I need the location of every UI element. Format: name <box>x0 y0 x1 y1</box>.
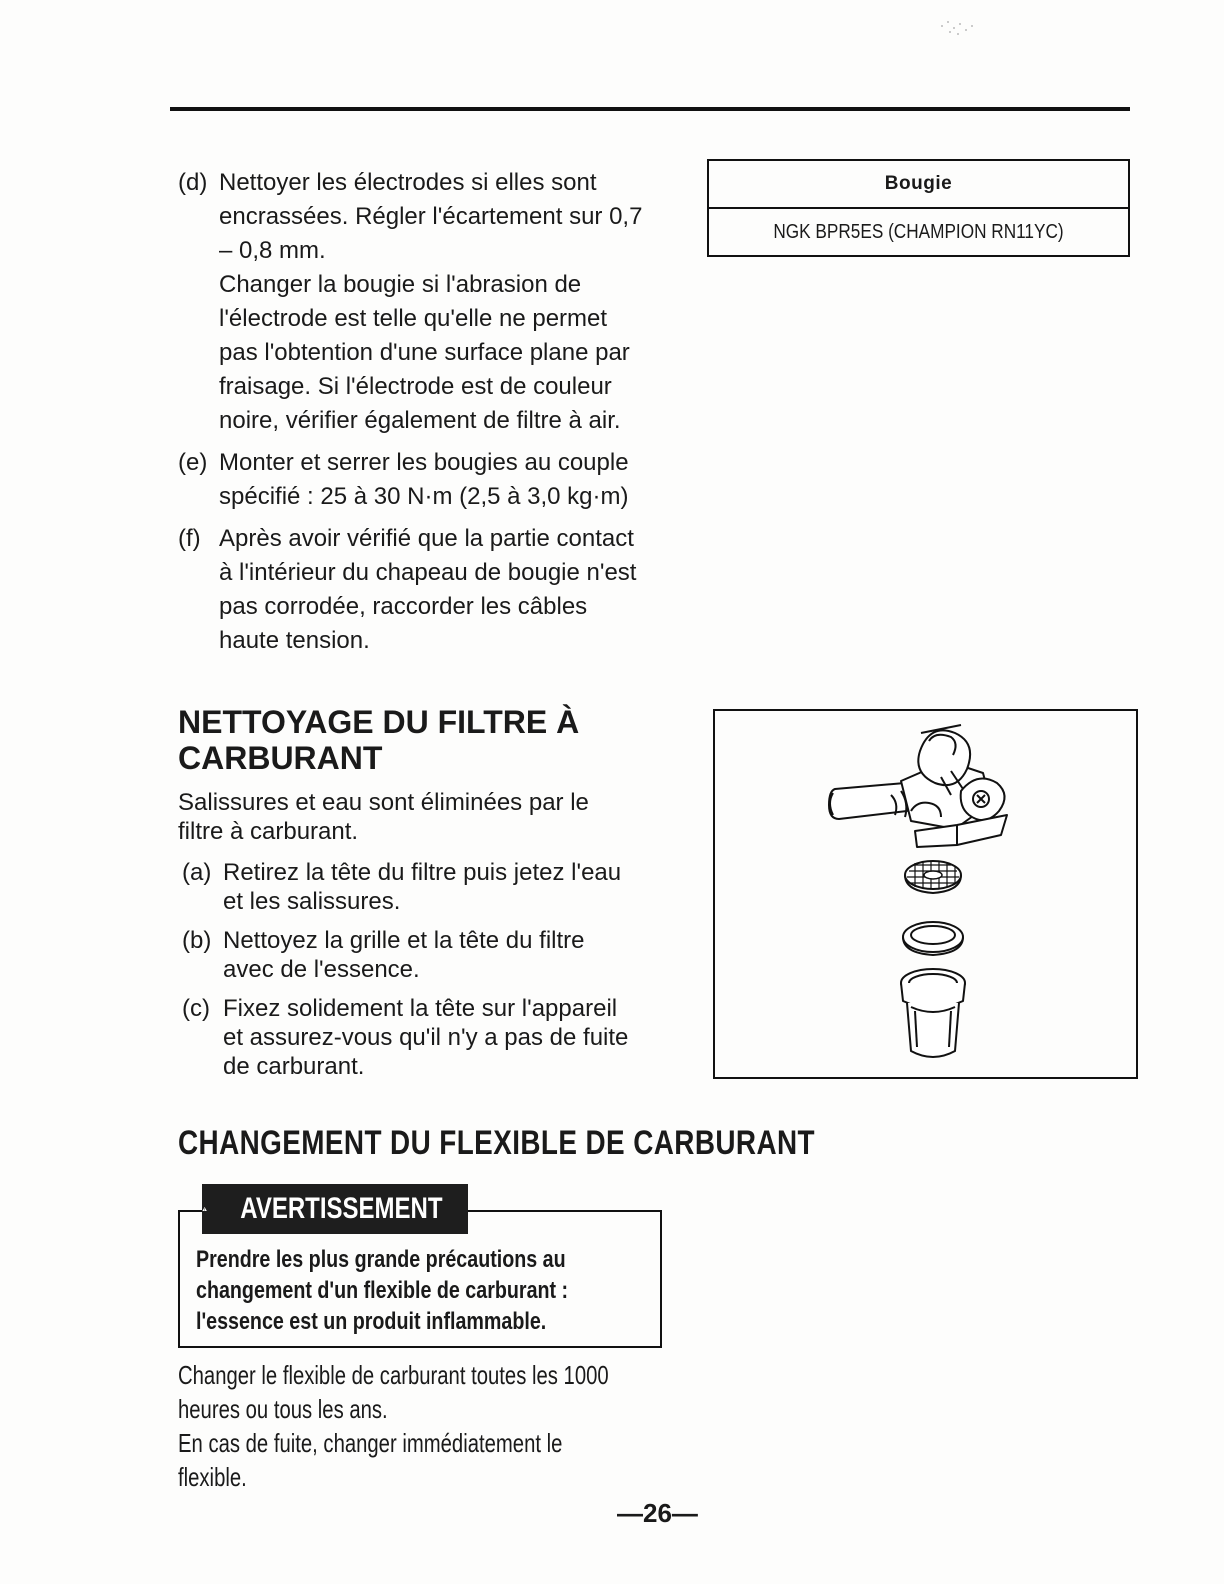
filter-cup-icon <box>901 969 965 1057</box>
fuel-filter-illustration <box>713 709 1138 1079</box>
step-mark: (a) <box>182 859 212 886</box>
step-line: Changer la bougie si l'abrasion de <box>219 271 582 298</box>
paragraph-line: heures ou tous les ans. <box>178 1394 388 1424</box>
warning-text <box>196 1244 568 1337</box>
fuel-hose-paragraph-2 <box>178 1426 562 1494</box>
step-line: encrassées. Régler l'écartement sur 0,7 <box>219 203 643 230</box>
spark-plug-table-value: NGK BPR5ES (CHAMPION RN11YC) <box>737 208 1099 256</box>
paragraph-line: Changer le flexible de carburant toutes les 1000 <box>178 1360 609 1390</box>
step-mark: (e) <box>178 449 208 476</box>
intro-line: Salissures et eau sont éliminées par le <box>178 789 589 816</box>
step-line: fraisage. Si l'électrode est de couleur <box>219 373 612 400</box>
filter-step-a <box>182 858 682 916</box>
step-mark: (c) <box>182 995 210 1022</box>
step-line: pas corrodée, raccorder les câbles <box>219 593 588 620</box>
fuel-filter-intro <box>178 788 678 846</box>
fuel-filter-steps <box>182 858 682 1091</box>
step-line: Retirez la tête du filtre puis jetez l'eau <box>223 859 622 886</box>
filter-step-b <box>182 926 682 984</box>
step-line: Après avoir vérifié que la partie contact <box>219 525 634 552</box>
intro-line: filtre à carburant. <box>178 818 359 845</box>
fuel-filter-heading <box>178 704 698 776</box>
step-line: l'électrode est telle qu'elle ne permet <box>219 305 608 332</box>
o-ring-icon <box>903 922 963 955</box>
page-number: —26— <box>617 1498 698 1528</box>
paragraph-line: En cas de fuite, changer immédiatement le <box>178 1428 563 1458</box>
fuel-hose-heading: CHANGEMENT DU FLEXIBLE DE CARBURANT <box>178 1124 815 1162</box>
header-rule <box>170 107 1130 111</box>
step-line: Fixez solidement la tête sur l'appareil <box>223 995 618 1022</box>
paragraph-line: flexible. <box>178 1462 247 1492</box>
step-mark: (d) <box>178 169 208 196</box>
warning-triangle-icon <box>202 1196 207 1222</box>
fuel-hose-paragraph-1 <box>178 1358 609 1426</box>
spark-plug-table <box>707 159 1130 257</box>
step-line: à l'intérieur du chapeau de bougie n'est <box>219 559 637 586</box>
warning-line: l'essence est un produit inflammable. <box>196 1308 547 1335</box>
step-d <box>178 166 678 438</box>
step-e <box>178 446 678 514</box>
step-line: pas l'obtention d'une surface plane par <box>219 339 630 366</box>
step-f <box>178 522 678 658</box>
step-mark: (b) <box>182 927 212 954</box>
step-line: – 0,8 mm. <box>219 237 326 264</box>
step-line: spécifié : 25 à 30 N·m (2,5 à 3,0 kg·m) <box>219 483 629 510</box>
fuel-cock-icon <box>829 725 1007 847</box>
step-mark: (f) <box>178 525 201 552</box>
scan-specks <box>930 14 990 44</box>
heading-line: CARBURANT <box>178 740 383 776</box>
step-line: et les salissures. <box>223 888 401 915</box>
warning-line: Prendre les plus grande précautions au <box>196 1246 566 1273</box>
step-line: noire, vérifier également de filtre à air. <box>219 407 621 434</box>
step-line: Monter et serrer les bougies au couple <box>219 449 629 476</box>
filter-step-c <box>182 994 682 1081</box>
spark-plug-steps <box>178 166 678 666</box>
step-line: Nettoyez la grille et la tête du filtre <box>223 927 585 954</box>
step-line: haute tension. <box>219 627 370 654</box>
step-line: avec de l'essence. <box>223 956 420 983</box>
spark-plug-table-header: Bougie <box>708 160 1129 208</box>
warning-line: changement d'un flexible de carburant : <box>196 1277 569 1304</box>
step-line: et assurez-vous qu'il n'y a pas de fuite <box>223 1024 629 1051</box>
warning-label <box>202 1184 468 1234</box>
filter-screen-icon <box>905 861 961 893</box>
heading-line: NETTOYAGE DU FILTRE À <box>178 704 580 740</box>
step-line: de carburant. <box>223 1053 365 1080</box>
step-line: Nettoyer les électrodes si elles sont <box>219 169 597 196</box>
warning-label-text: AVERTISSEMENT <box>240 1192 443 1225</box>
